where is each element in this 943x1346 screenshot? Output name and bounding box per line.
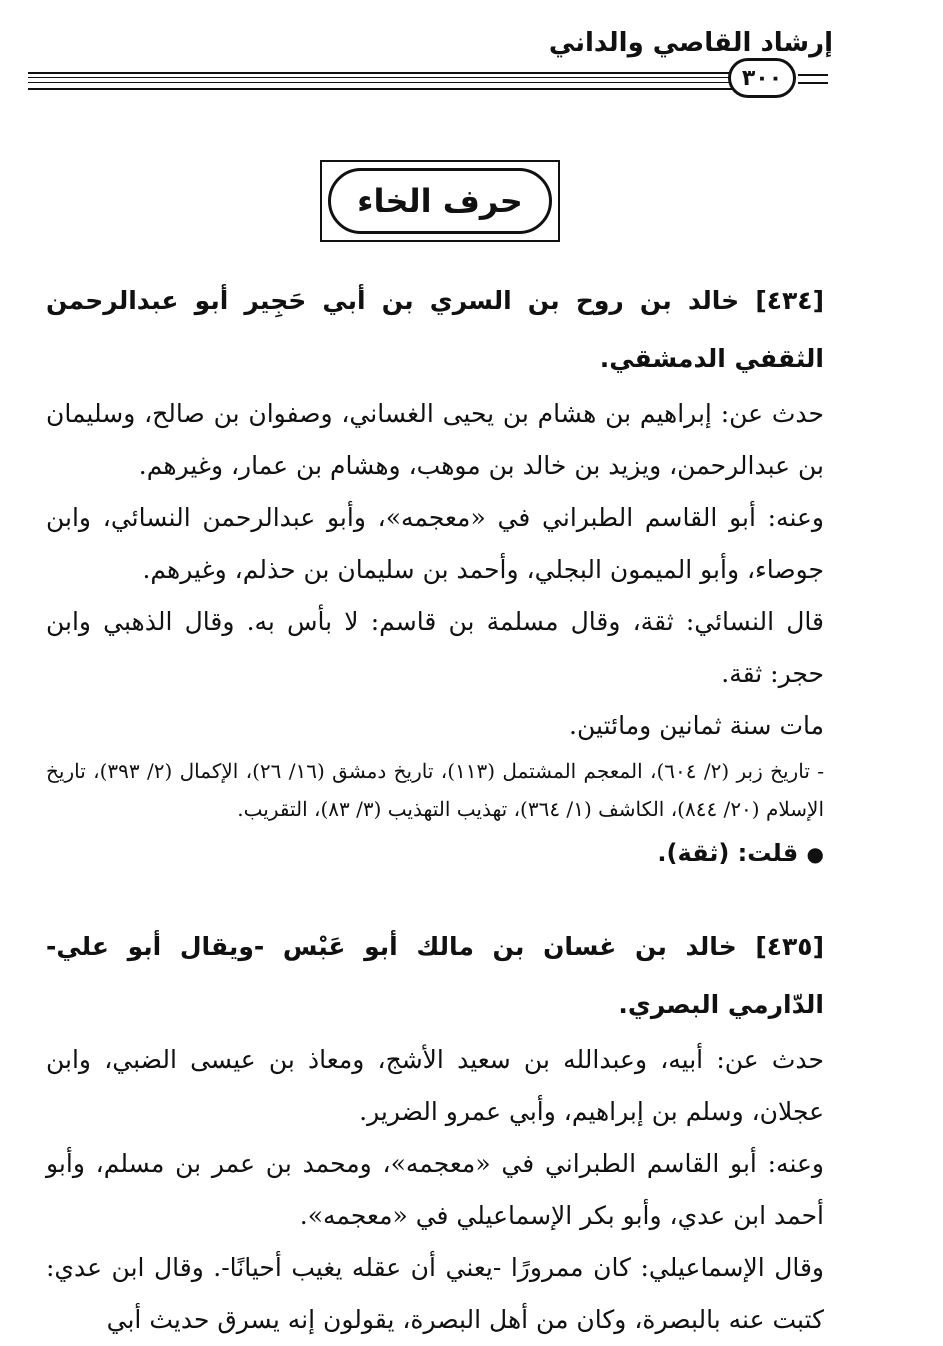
death-paragraph: مات سنة ثمانين ومائتين. <box>569 711 824 740</box>
page-number: ٣٠٠ <box>728 58 796 98</box>
header-rule <box>28 82 734 83</box>
grading-paragraph: قال النسائي: ثقة، وقال مسلمة بن قاسم: لا بأس به. وقال الذهبي وابن حجر: ثقة. <box>46 607 824 688</box>
narrated-from-paragraph: حدث عن: إبراهيم بن هشام بن يحيى الغساني، وصفوان بن صالح، وسليمان بن عبدالرحمن، ويزيد بن خالد بن موهب، وهشام بن عمار، وغيرهم. <box>46 399 824 480</box>
header-rule <box>28 77 734 78</box>
header-rule <box>798 74 828 76</box>
chapter-title: حرف الخاء <box>328 168 552 234</box>
narrators-paragraph: وعنه: أبو القاسم الطبراني في «معجمه»، ومحمد بن عمر بن مسلم، وأبو أحمد ابن عدي، وأبو بكر الإسماعيلي في «معجمه». <box>46 1149 824 1230</box>
entry-435 <box>46 918 824 1346</box>
bullet-icon: ● <box>806 842 824 866</box>
entry-heading: [٤٣٥] خالد بن غسان بن مالك أبو عَبْس -ويقال أبو علي- الدّارمي البصري. <box>46 932 824 1019</box>
narrated-from-paragraph: حدث عن: أبيه، وعبدالله بن سعيد الأشج، ومعاذ بن عيسى الضبي، وابن عجلان، وسلم بن إبراهيم، وأبي عمرو الضرير. <box>46 1045 824 1126</box>
verdict <box>46 828 824 879</box>
narrators-paragraph: وعنه: أبو القاسم الطبراني في «معجمه»، وأبو عبدالرحمن النسائي، وابن جوصاء، وأبو الميمون البجلي، وأحمد بن سليمان بن حذلم، وغيرهم. <box>46 503 824 584</box>
grading-paragraph: وقال الإسماعيلي: كان ممرورًا -يعني أن عقله يغيب أحيانًا-. وقال ابن عدي: كتبت عنه بالبصرة، وكان من أهل البصرة، يقولون إنه يسرق حديث أبي <box>46 1253 824 1334</box>
header-rule <box>798 82 828 84</box>
entry-heading: [٤٣٤] خالد بن روح بن السري بن أبي حَجِير أبو عبدالرحمن الثقفي الدمشقي. <box>46 286 824 373</box>
verdict-text: قلت: (ثقة). <box>657 839 799 867</box>
entry-434 <box>46 272 824 879</box>
header-rule <box>28 72 734 74</box>
running-title: إرشاد القاصي والداني <box>548 28 833 58</box>
header-rule <box>28 88 734 90</box>
references: - تاريخ زبر (٢/ ٦٠٤)، المعجم المشتمل (١١٣)، تاريخ دمشق (١٦/ ٢٦)، الإكمال (٢/ ٣٩٣)، تاريخ الإسلام (٢٠/ ٨٤٤)، الكاشف (١/ ٣٦٤)، تهذيب التهذيب (٣/ ٨٣)، التقريب. <box>46 759 824 821</box>
chapter-title-frame <box>320 160 560 242</box>
